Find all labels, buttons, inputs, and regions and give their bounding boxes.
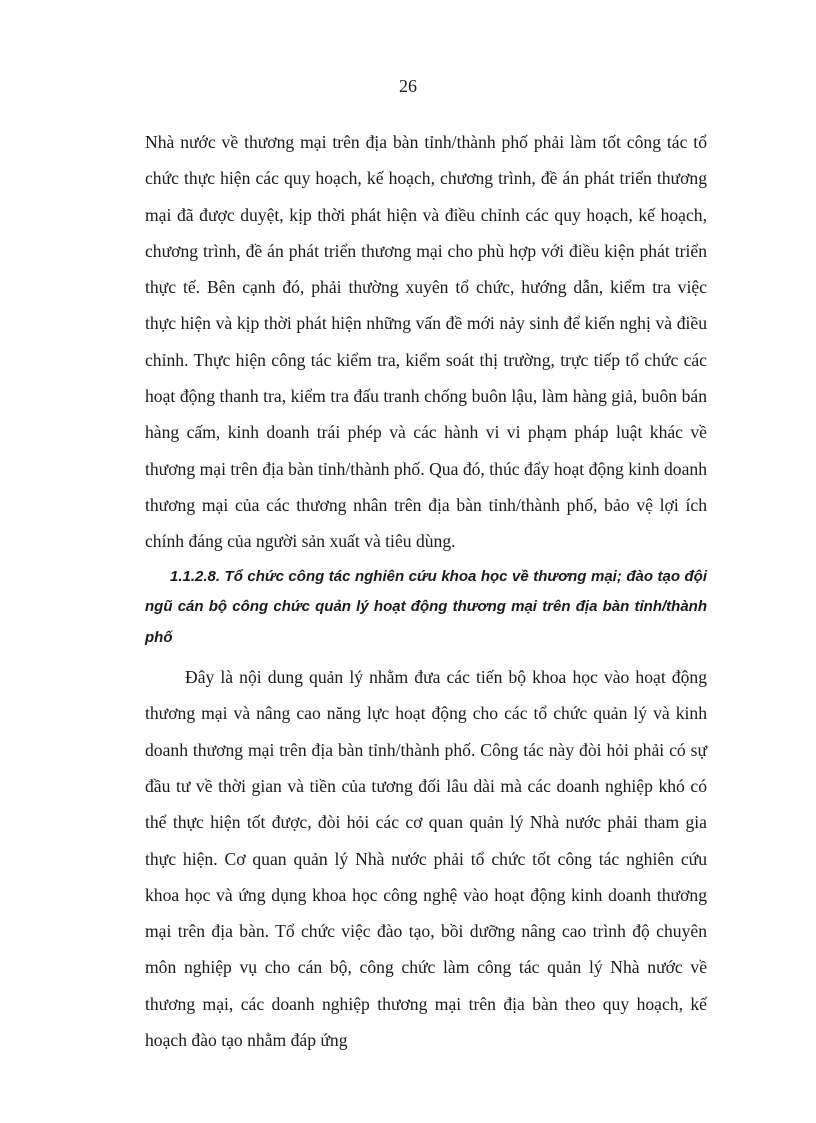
body-paragraph-research-training: Đây là nội dung quản lý nhằm đưa các tiến bộ khoa học vào hoạt động thương mại và nâng cao năng lực hoạt động cho các tổ chức quản lý và kinh doanh thương mại trên địa bàn tỉnh/thành phố. Công tác này đòi hỏi phải có sự đầu tư về thời gian và tiền của tương đối lâu dài mà các doanh nghiệp khó có thể thực hiện tốt được, đòi hỏi các cơ quan quản lý Nhà nước phải tham gia thực hiện. Cơ quan quản lý Nhà nước phải tổ chức tốt công tác nghiên cứu khoa học và ứng dụng khoa học công nghệ vào hoạt động kinh doanh thương mại trên địa bàn. Tổ chức việc đào tạo, bồi dưỡng nâng cao trình độ chuyên môn nghiệp vụ cho cán bộ, công chức làm công tác quản lý Nhà nước về thương mại, các doanh nghiệp thương mại trên địa bàn theo quy hoạch, kế hoạch đào tạo nhằm đáp ứng	[145, 667, 707, 1051]
section-heading: 1.1.2.8. Tổ chức công tác nghiên cứu khoa học về thương mại; đào tạo đội ngũ cán bộ công chức quản lý hoạt động thương mại trên địa bàn tỉnh/thành phố	[145, 567, 707, 646]
document-body	[145, 124, 707, 1058]
page-number: 26	[399, 76, 417, 96]
body-paragraph-continuation: Nhà nước về thương mại trên địa bàn tỉnh/thành phố phải làm tốt công tác tổ chức thực hiện các quy hoạch, kế hoạch, chương trình, đề án phát triển thương mại đã được duyệt, kịp thời phát hiện và điều chỉnh các quy hoạch, kế hoạch, chương trình, đề án phát triển thương mại cho phù hợp với điều kiện phát triển thực tế. Bên cạnh đó, phải thường xuyên tổ chức, hướng dẫn, kiểm tra việc thực hiện và kịp thời phát hiện những vấn đề mới nảy sinh để kiến nghị và điều chỉnh. Thực hiện công tác kiểm tra, kiểm soát thị trường, trực tiếp tổ chức các hoạt động thanh tra, kiểm tra đấu tranh chống buôn lậu, làm hàng giả, buôn bán hàng cấm, kinh doanh trái phép và các hành vi vi phạm pháp luật khác về thương mại trên địa bàn tỉnh/thành phố. Qua đó, thúc đẩy hoạt động kinh doanh thương mại của các thương nhân trên địa bàn tỉnh/thành phố, bảo vệ lợi ích chính đáng của người sản xuất và tiêu dùng.	[145, 132, 707, 552]
